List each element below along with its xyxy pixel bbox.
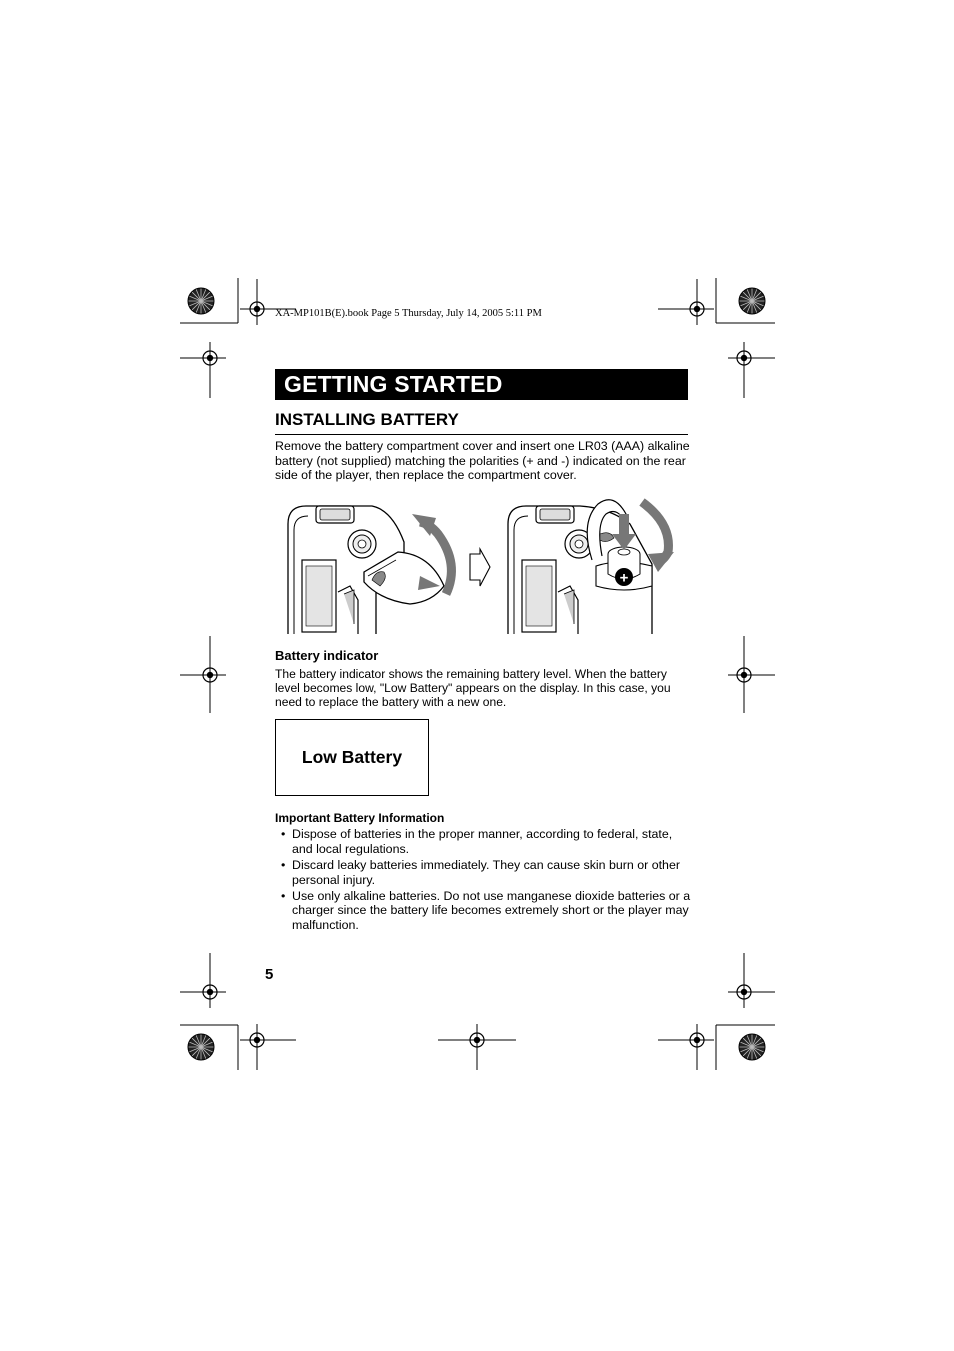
important-info-heading: Important Battery Information	[275, 811, 445, 825]
star-target-mark	[739, 1034, 765, 1060]
intro-paragraph: Remove the battery compartment cover and insert one LR03 (AAA) alkaline battery (not supplied) matching the polarities (+ and -) indicated on the rear side of the player, then replace the compartment cover.	[275, 439, 690, 483]
list-item	[281, 889, 691, 933]
bullet-marker: •	[281, 857, 286, 872]
bullet-marker: •	[281, 827, 286, 841]
list-item-text: Use only alkaline batteries. Do not use manganese dioxide batteries or a charger since the battery life becomes extremely short or the player may malfunction.	[292, 888, 691, 933]
plus-symbol: +	[619, 569, 629, 587]
battery-indicator-heading: Battery indicator	[275, 648, 379, 663]
list-item-text: Dispose of batteries in the proper manner, according to federal, state, and local regulations.	[292, 827, 673, 856]
list-item-text: Discard leaky batteries immediately. They can cause skin burn or other personal injury.	[292, 857, 680, 887]
subsection-title: INSTALLING BATTERY	[275, 410, 688, 435]
player-inserting-battery-image	[508, 500, 674, 634]
battery-installation-illustration	[280, 494, 680, 636]
important-info-list	[281, 827, 691, 934]
player-opening-cover-image	[288, 506, 451, 634]
page-number: 5	[265, 966, 274, 983]
bullet-marker: •	[281, 888, 286, 903]
next-step-arrow	[470, 549, 490, 586]
battery-indicator-text: The battery indicator shows the remaining battery level. When the battery level becomes low, "Low Battery" appears on the display. In this case, you need to replace the battery with a new one.	[275, 667, 671, 710]
list-item	[281, 858, 691, 888]
low-battery-display	[275, 719, 429, 796]
low-battery-message: Low Battery	[301, 747, 403, 767]
star-target-mark	[188, 1034, 214, 1060]
section-title: GETTING STARTED	[275, 369, 688, 400]
list-item	[281, 827, 691, 857]
print-header: XA-MP101B(E).book Page 5 Thursday, July 14, 2005 5:11 PM	[275, 308, 542, 319]
star-target-mark	[739, 288, 765, 314]
star-target-mark	[188, 288, 214, 314]
